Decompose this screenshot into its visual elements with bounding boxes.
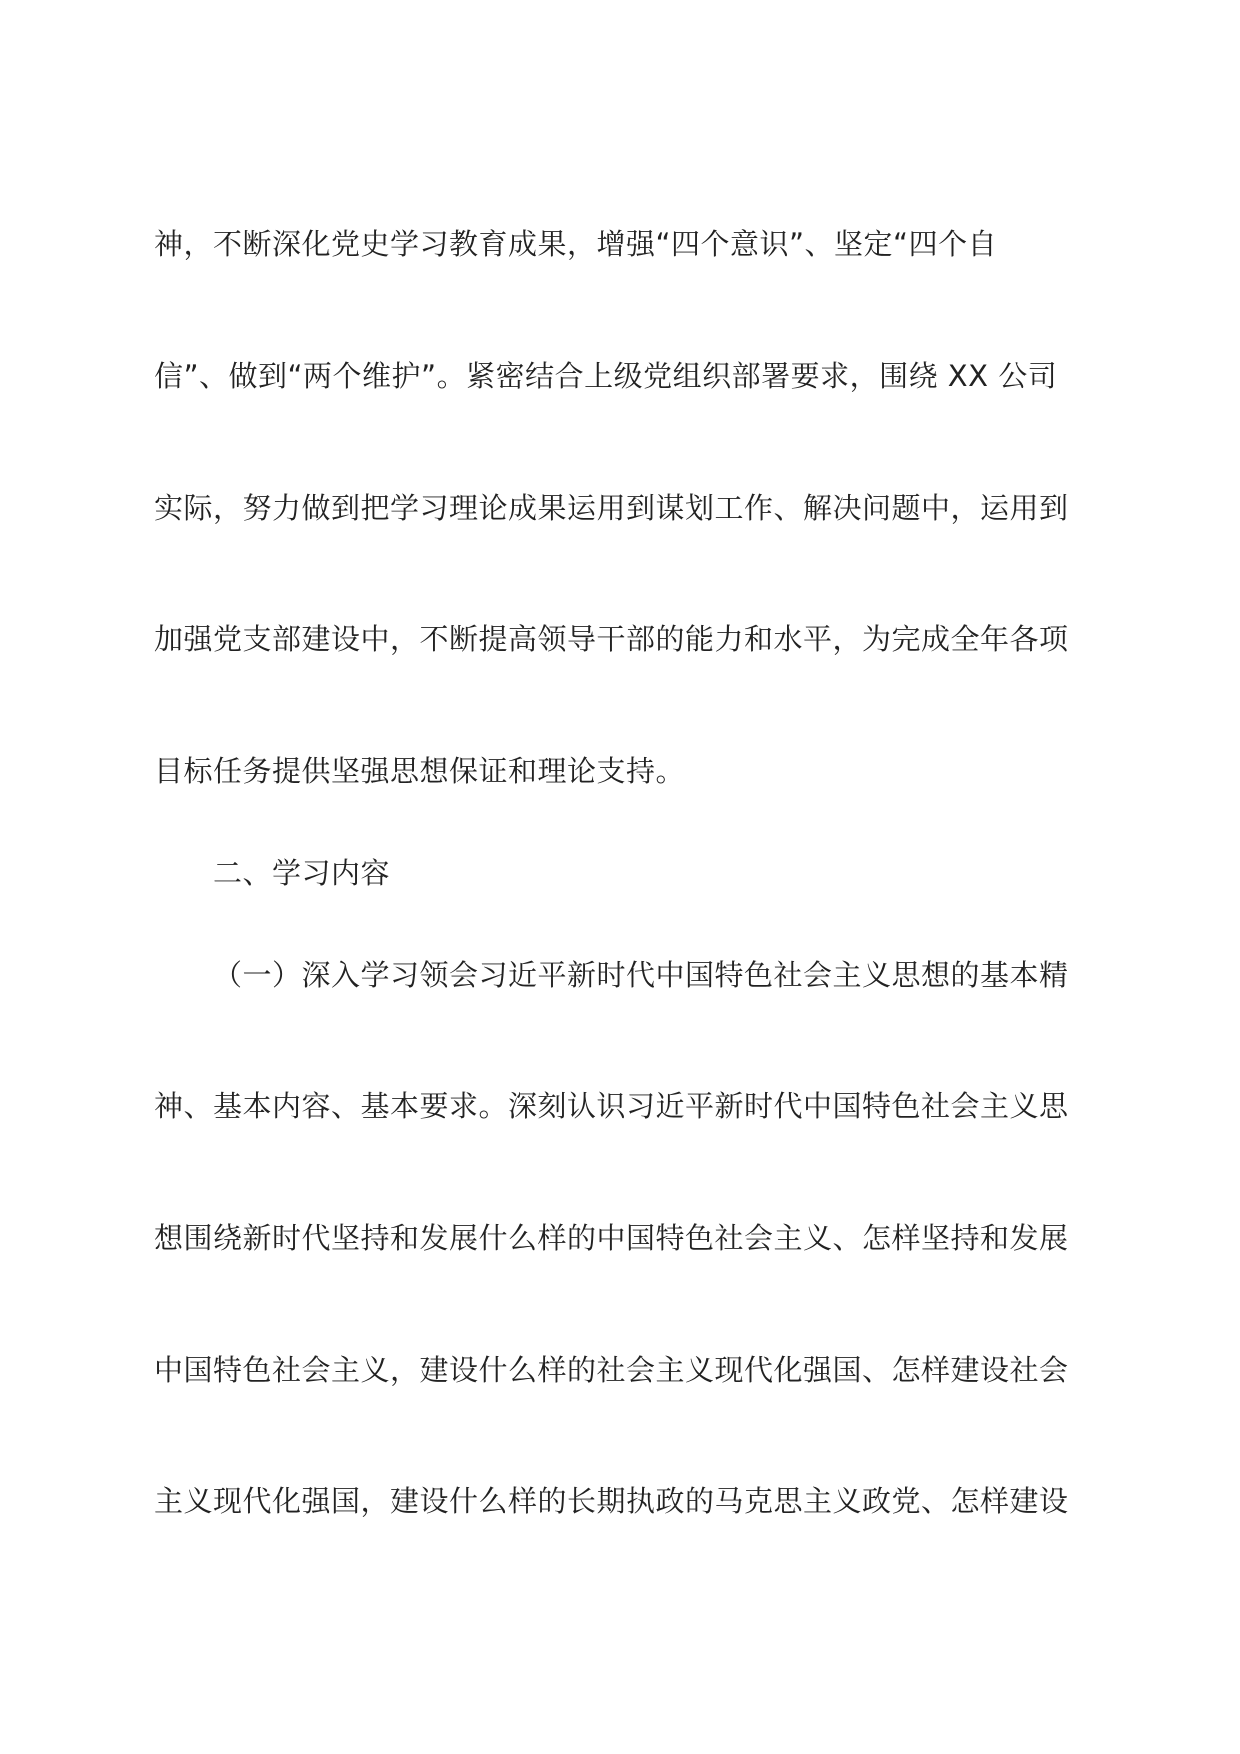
paragraph-line: 目标任务提供坚强思想保证和理论支持。 [154, 754, 686, 788]
paragraph-line: 主义现代化强国，建设什么样的长期执政的马克思主义政党、怎样建设 [154, 1484, 1069, 1518]
subsection-heading-line: （一）深入学习领会习近平新时代中国特色社会主义思想的基本精 [213, 958, 1069, 992]
paragraph-line: 加强党支部建设中，不断提高领导干部的能力和水平，为完成全年各项 [154, 622, 1069, 656]
paragraph-line: 中国特色社会主义，建设什么样的社会主义现代化强国、怎样建设社会 [154, 1353, 1069, 1387]
paragraph-line: 信”、做到“两个维护”。紧密结合上级党组织部署要求，围绕 XX 公司 [154, 359, 1058, 393]
paragraph-line: 想围绕新时代坚持和发展什么样的中国特色社会主义、怎样坚持和发展 [154, 1221, 1069, 1255]
paragraph-line: 神，不断深化党史学习教育成果，增强“四个意识”、坚定“四个自 [154, 227, 998, 261]
section-heading: 二、学习内容 [213, 856, 391, 890]
paragraph-line: 神、基本内容、基本要求。深刻认识习近平新时代中国特色社会主义思 [154, 1089, 1069, 1123]
paragraph-line: 实际，努力做到把学习理论成果运用到谋划工作、解决问题中，运用到 [154, 491, 1069, 525]
